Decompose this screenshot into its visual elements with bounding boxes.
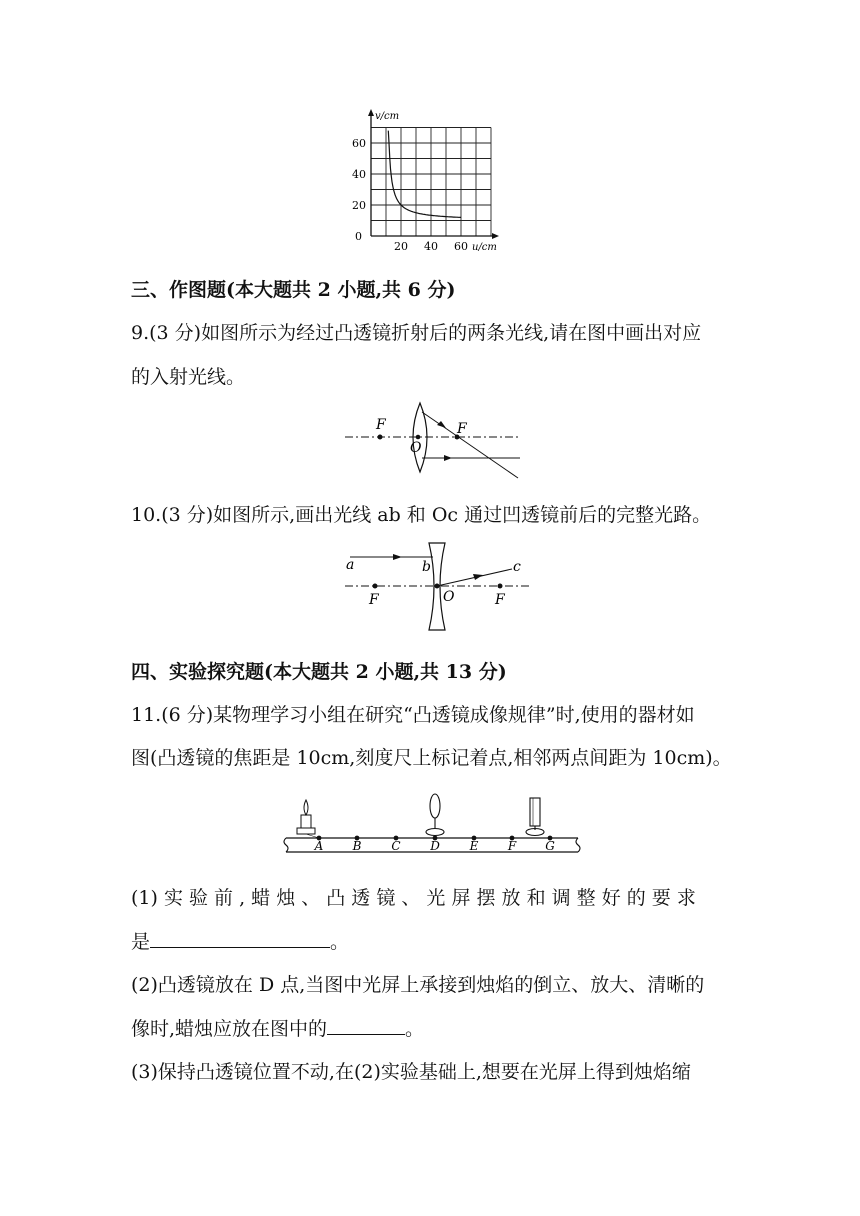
q10-concave-lens-diagram: [340, 540, 535, 635]
origin-label: 0: [355, 230, 362, 243]
y-tick-label: 20: [352, 199, 366, 212]
ray-arrow: [393, 554, 402, 560]
ray-arrow: [473, 574, 483, 580]
bench-left-break: [284, 838, 288, 852]
candle-icon: [297, 800, 319, 838]
refracted-ray-through-focus: [422, 412, 518, 478]
q11-part1-suffix: 。: [330, 931, 350, 953]
focus-label-left: F: [369, 592, 379, 608]
q9-text-line2: 的入射光线。: [131, 366, 246, 388]
y-tick-label: 40: [352, 168, 366, 181]
focus-label-right: F: [495, 592, 505, 608]
label-a: a: [346, 557, 355, 573]
ray-arrow: [437, 421, 446, 428]
bench-label-e: E: [469, 839, 479, 853]
q10-text: 10.(3 分)如图所示,画出光线 ab 和 Oc 通过凹透镜前后的完整光路。: [131, 504, 712, 526]
bench-label-g: G: [545, 839, 555, 853]
x-tick-label: 20: [394, 240, 408, 253]
focus-label-right: F: [457, 421, 467, 437]
section3-heading: 三、作图题(本大题共 2 小题,共 6 分): [131, 279, 456, 301]
focus-point-right: [498, 584, 503, 589]
y-tick-label: 60: [352, 137, 366, 150]
q11-part2-prefix: 像时,蜡烛应放在图中的: [131, 1018, 328, 1040]
bench-label-a: A: [314, 839, 324, 853]
focus-point-left: [373, 584, 378, 589]
q9-convex-lens-diagram: [340, 400, 530, 485]
bench-right-break: [576, 838, 580, 852]
y-axis-arrow: [368, 109, 374, 116]
optical-center: [435, 584, 440, 589]
x-tick-label: 40: [424, 240, 438, 253]
optical-center-label: O: [443, 589, 455, 605]
bench-label-c: C: [391, 839, 401, 853]
focus-point-left: [378, 435, 383, 440]
ray-arrow: [444, 455, 452, 461]
section4-heading: 四、实验探究题(本大题共 2 小题,共 13 分): [131, 661, 507, 683]
focus-label-left: F: [376, 417, 386, 433]
q11-part2-suffix: 。: [405, 1018, 425, 1040]
optical-bench-diagram: [280, 790, 585, 860]
bench-label-f: F: [507, 839, 517, 853]
q11-part2-line1: (2)凸透镜放在 D 点,当图中光屏上承接到烛焰的倒立、放大、清晰的: [131, 974, 705, 996]
light-screen-icon: [526, 798, 544, 836]
q11-text-line2: 图(凸透镜的焦距是 10cm,刻度尺上标记着点,相邻两点间距为 10cm)。: [131, 747, 732, 769]
answer-blank-2[interactable]: [327, 1016, 405, 1035]
q11-part1-prefix: 是: [131, 931, 151, 953]
optical-center-label: O: [410, 440, 422, 456]
q11-part2-line2: [131, 1014, 424, 1041]
bench-label-b: B: [352, 839, 362, 853]
label-b: b: [422, 559, 431, 575]
q11-part3-line1: (3)保持凸透镜位置不动,在(2)实验基础上,想要在光屏上得到烛焰缩: [131, 1061, 691, 1083]
x-tick-label: 60: [454, 240, 468, 253]
lens-holder-icon: [426, 794, 444, 836]
q11-part1-line2: [131, 927, 349, 954]
uv-graph: [340, 105, 520, 255]
label-c: c: [513, 559, 521, 575]
x-axis-label: u/cm: [472, 242, 497, 253]
optical-center: [416, 435, 421, 440]
x-axis-arrow: [492, 233, 499, 239]
q9-text-line1: 9.(3 分)如图所示为经过凸透镜折射后的两条光线,请在图中画出对应: [131, 322, 702, 344]
q11-text-line1: 11.(6 分)某物理学习小组在研究“凸透镜成像规律”时,使用的器材如: [131, 704, 695, 726]
q11-part1-line1: (1) 实 验 前 , 蜡 烛 、 凸 透 镜 、 光 屏 摆 放 和 调 整 好 的 要 求: [131, 887, 696, 909]
y-axis-label: v/cm: [375, 111, 400, 122]
bench-label-d: D: [430, 839, 440, 853]
answer-blank-1[interactable]: [150, 929, 330, 948]
